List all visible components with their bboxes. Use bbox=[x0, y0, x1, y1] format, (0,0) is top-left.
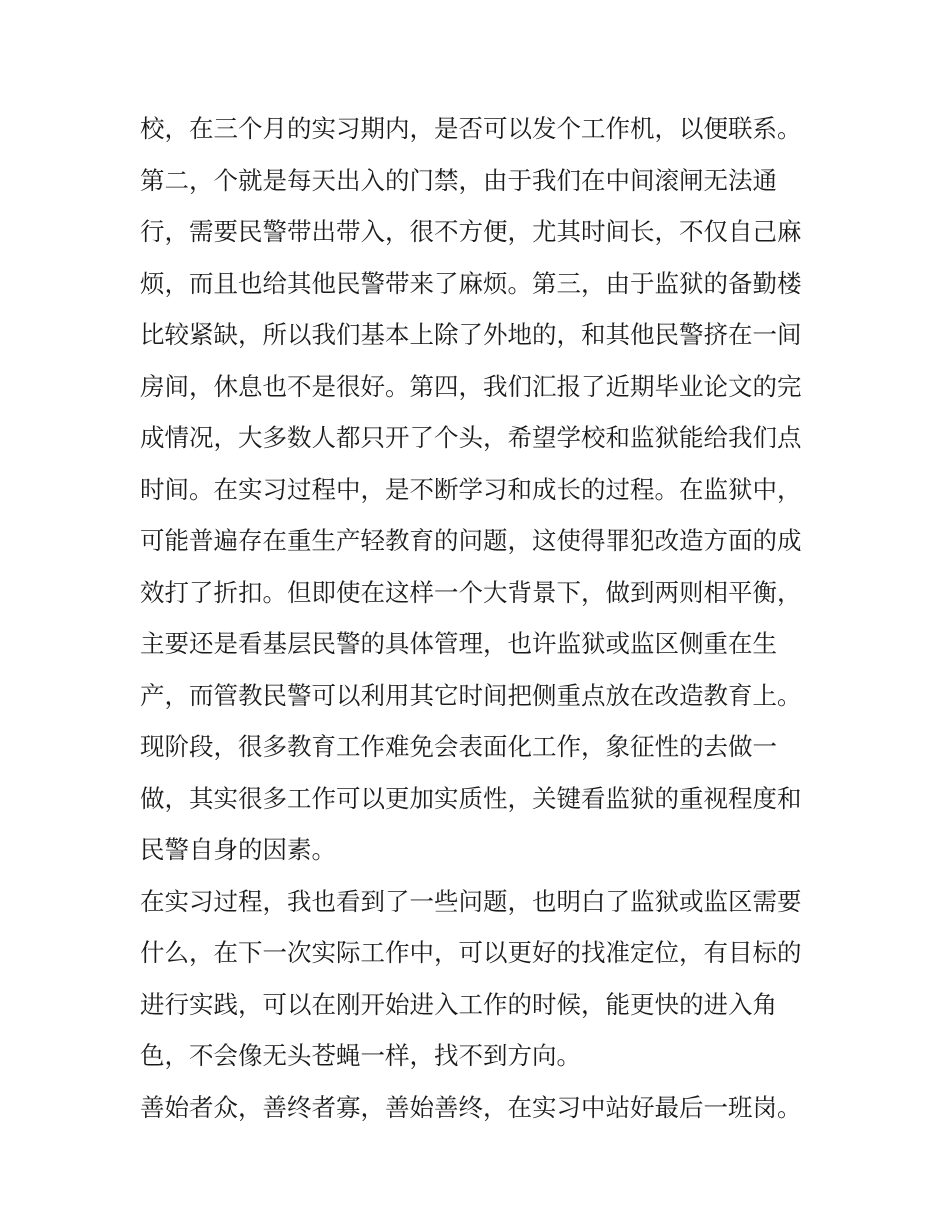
text-line: 在实习过程，我也看到了一些问题，也明白了监狱或监区需要 bbox=[140, 886, 802, 916]
text-line: 时间。在实习过程中，是不断学习和成长的过程。在监狱中， bbox=[140, 474, 802, 504]
text-line: 产，而管教民警可以利用其它时间把侧重点放在改造教育上。 bbox=[140, 680, 802, 710]
text-line: 效打了折扣。但即使在这样一个大背景下，做到两则相平衡， bbox=[140, 577, 802, 607]
text-line: 成情况，大多数人都只开了个头，希望学校和监狱能给我们点 bbox=[140, 423, 802, 452]
text-line: 主要还是看基层民警的具体管理，也许监狱或监区侧重在生 bbox=[140, 629, 777, 658]
text-line: 第二，个就是每天出入的门禁，由于我们在中间滚闸无法通 bbox=[140, 165, 777, 195]
text-line: 现阶段，很多教育工作难免会表面化工作，象征性的去做一 bbox=[140, 732, 777, 761]
text-line: 进行实践，可以在刚开始进入工作的时候，能更快的进入角 bbox=[140, 989, 777, 1019]
text-line: 校，在三个月的实习期内，是否可以发个工作机，以便联系。 bbox=[140, 114, 802, 143]
text-line: 民警自身的因素。 bbox=[140, 835, 336, 864]
text-line: 善始者众，善终者寡，善始善终，在实习中站好最后一班岗。 bbox=[140, 1092, 802, 1122]
text-line: 可能普遍存在重生产轻教育的问题，这使得罪犯改造方面的成 bbox=[140, 526, 802, 555]
text-line: 行，需要民警带出带入，很不方便，尤其时间长，不仅自己麻 bbox=[140, 217, 802, 246]
text-line: 比较紧缺，所以我们基本上除了外地的，和其他民警挤在一间 bbox=[140, 320, 802, 349]
text-line: 做，其实很多工作可以更加实质性，关键看监狱的重视程度和 bbox=[140, 783, 802, 813]
text-line: 烦，而且也给其他民警带来了麻烦。第三，由于监狱的备勤楼 bbox=[140, 268, 802, 298]
text-line: 色，不会像无头苍蝇一样，找不到方向。 bbox=[140, 1041, 581, 1070]
text-line: 什么，在下一次实际工作中，可以更好的找准定位，有目标的 bbox=[140, 938, 802, 967]
document-body bbox=[140, 103, 820, 1133]
text-line: 房间，休息也不是很好。第四，我们汇报了近期毕业论文的完 bbox=[140, 371, 802, 401]
